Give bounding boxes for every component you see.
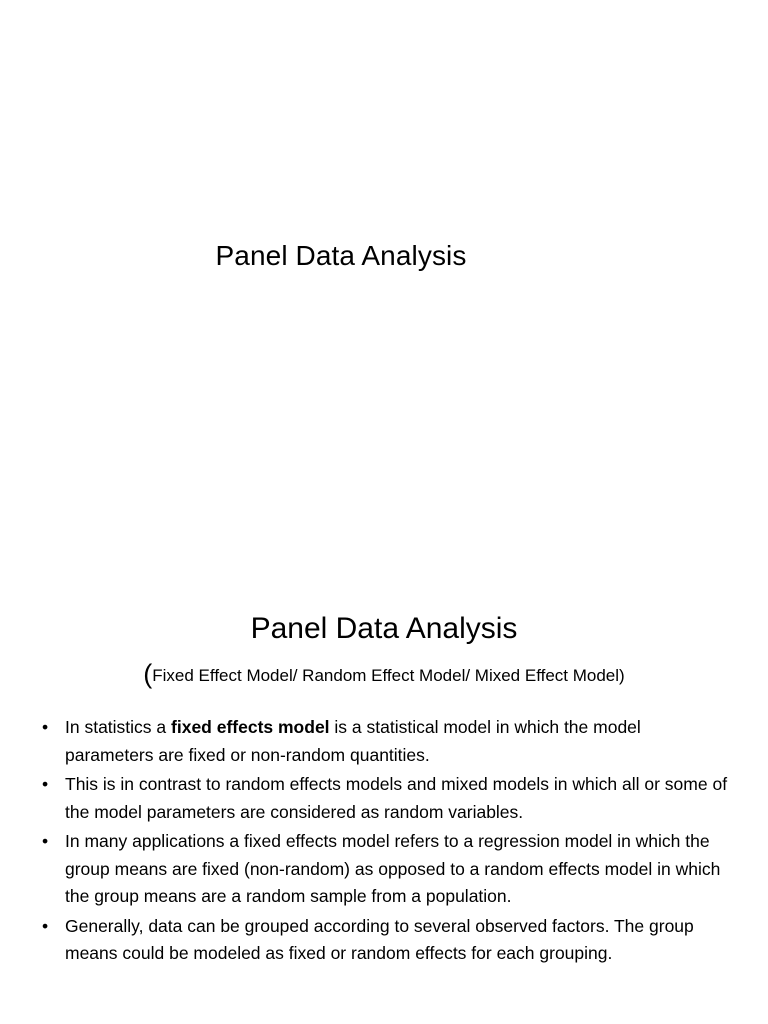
bullet-text: This is in contrast to random effects models and mixed models in which all or some of the model parameters are considered as random variables. [65,774,728,822]
bullet-item [42,714,732,769]
bullet-item [42,828,732,911]
bullet-dot: • [42,774,49,794]
bullet-dot: • [42,717,49,737]
bullet-dot: • [42,831,49,851]
slide-1-title: Panel Data Analysis [215,240,467,271]
bullet-text-prefix: In statistics a [65,717,172,737]
bullet-text: In many applications a fixed effects model refers to a regression model in which the group means are fixed (non-random) as opposed to a random effects model in which the group means are a random sample from a population. [65,831,721,906]
subtitle-text: Fixed Effect Model/ Random Effect Model/ Mixed Effect Model) [152,666,625,685]
bullet-item [42,771,732,826]
bullet-list [42,714,732,970]
bullet-text-suffix: is a statistical model in which the model parameters are fixed or non-random quantities. [65,717,641,765]
bullet-text: Generally, data can be grouped according to several observed factors. The group means could be modeled as fixed or random effects for each grouping. [65,915,694,963]
slide-2-title: Panel Data Analysis [250,612,518,645]
bullet-item [42,913,732,968]
bullet-dot: • [42,915,49,936]
subtitle-open-paren: ( [143,659,153,689]
slide-2 [0,512,768,1024]
bullet-bold-term: fixed effects model [171,717,330,737]
slide-2-subtitle [0,658,768,692]
